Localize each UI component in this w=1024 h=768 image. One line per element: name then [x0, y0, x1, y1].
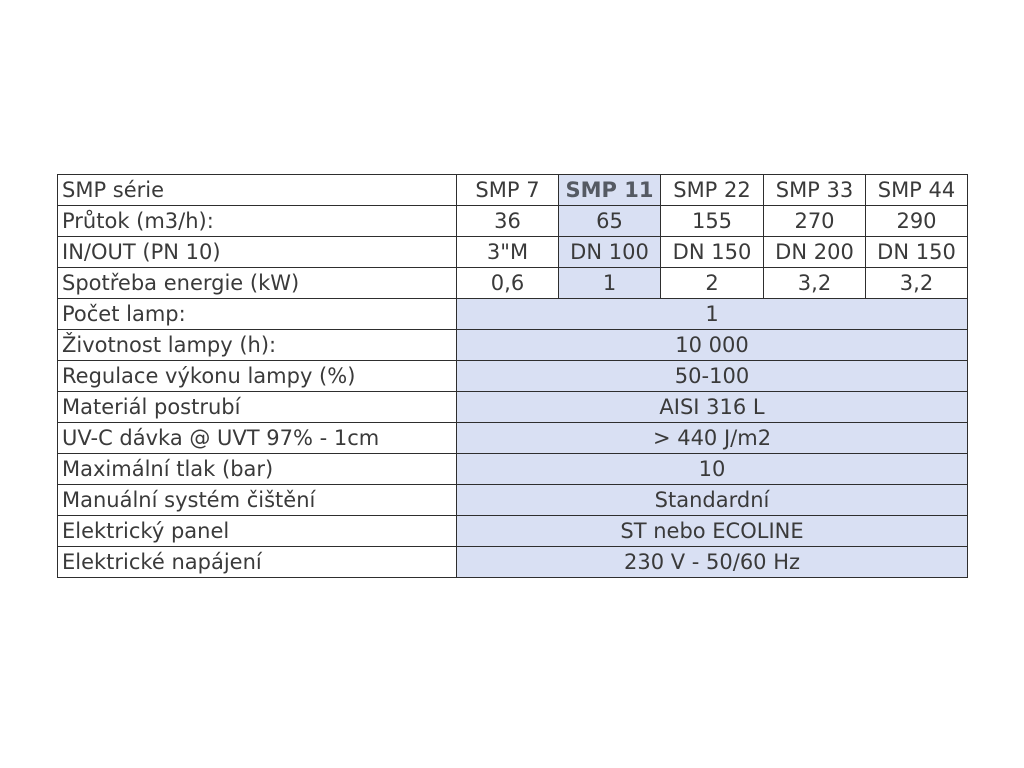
row-label: Maximální tlak (bar)	[58, 454, 457, 485]
spec-table	[57, 174, 968, 578]
model-smp-11: SMP 11	[559, 175, 661, 206]
row-max-pressure	[58, 454, 968, 485]
cell-value: 155	[661, 206, 764, 237]
cell-value: 290	[866, 206, 968, 237]
shared-value: 10 000	[457, 330, 968, 361]
row-in-out	[58, 237, 968, 268]
row-label: Manuální systém čištění	[58, 485, 457, 516]
row-lamp-lifetime	[58, 330, 968, 361]
cell-value: 2	[661, 268, 764, 299]
model-smp-7: SMP 7	[457, 175, 559, 206]
row-lamp-power-regulation	[58, 361, 968, 392]
model-smp-44: SMP 44	[866, 175, 968, 206]
row-label: Spotřeba energie (kW)	[58, 268, 457, 299]
shared-value: 1	[457, 299, 968, 330]
shared-value: 10	[457, 454, 968, 485]
row-power-supply	[58, 547, 968, 578]
row-manual-cleaning	[58, 485, 968, 516]
row-electric-panel	[58, 516, 968, 547]
cell-value: DN 150	[661, 237, 764, 268]
cell-value: 1	[559, 268, 661, 299]
model-smp-22: SMP 22	[661, 175, 764, 206]
row-label: Průtok (m3/h):	[58, 206, 457, 237]
shared-value: ST nebo ECOLINE	[457, 516, 968, 547]
cell-value: 0,6	[457, 268, 559, 299]
row-label: UV-C dávka @ UVT 97% - 1cm	[58, 423, 457, 454]
row-flow	[58, 206, 968, 237]
row-lamp-count	[58, 299, 968, 330]
shared-value: 230 V - 50/60 Hz	[457, 547, 968, 578]
shared-value: 50-100	[457, 361, 968, 392]
row-label: Materiál postrubí	[58, 392, 457, 423]
header-row	[58, 175, 968, 206]
row-label: Elektrické napájení	[58, 547, 457, 578]
row-pipe-material	[58, 392, 968, 423]
cell-value: 3"M	[457, 237, 559, 268]
row-label: Počet lamp:	[58, 299, 457, 330]
header-label: SMP série	[58, 175, 457, 206]
model-smp-33: SMP 33	[764, 175, 866, 206]
cell-value: 65	[559, 206, 661, 237]
shared-value: AISI 316 L	[457, 392, 968, 423]
row-uvc-dose	[58, 423, 968, 454]
row-label: Regulace výkonu lampy (%)	[58, 361, 457, 392]
row-label: Životnost lampy (h):	[58, 330, 457, 361]
row-label: IN/OUT (PN 10)	[58, 237, 457, 268]
row-power-consumption	[58, 268, 968, 299]
shared-value: > 440 J/m2	[457, 423, 968, 454]
cell-value: 36	[457, 206, 559, 237]
row-label: Elektrický panel	[58, 516, 457, 547]
cell-value: DN 100	[559, 237, 661, 268]
cell-value: DN 200	[764, 237, 866, 268]
cell-value: 270	[764, 206, 866, 237]
shared-value: Standardní	[457, 485, 968, 516]
cell-value: 3,2	[866, 268, 968, 299]
cell-value: DN 150	[866, 237, 968, 268]
cell-value: 3,2	[764, 268, 866, 299]
